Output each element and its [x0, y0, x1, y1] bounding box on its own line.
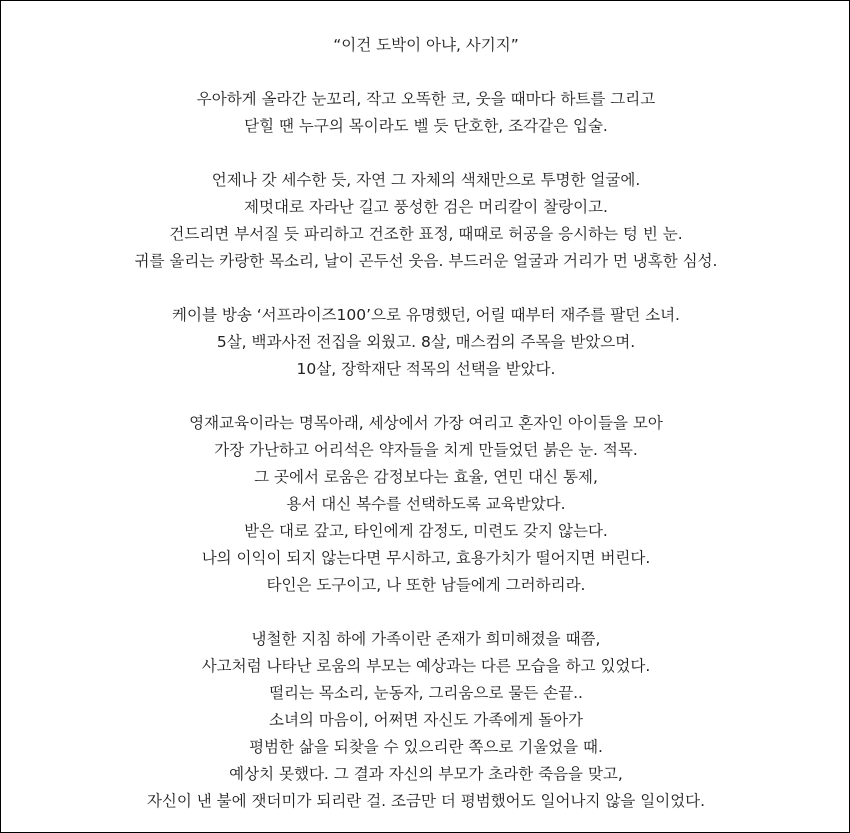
text-line: 소녀의 마음이, 어쩌면 자신도 가족에게 돌아가	[268, 711, 584, 729]
text-line: 평범한 삶을 되찾을 수 있으리란 쪽으로 기울었을 때.	[249, 738, 603, 756]
text-line: 우아하게 올라간 눈꼬리, 작고 오똑한 코, 웃을 때마다 하트를 그리고	[196, 90, 656, 108]
text-line: 영재교육이라는 명목아래, 세상에서 가장 여리고 혼자인 아이들을 모아	[189, 414, 663, 432]
text-line: 사고처럼 나타난 로움의 부모는 예상과는 다른 모습을 하고 있었다.	[201, 657, 651, 675]
text-line: 5살, 백과사전 전집을 외웠고. 8살, 매스컴의 주목을 받았으며.	[216, 333, 636, 351]
title-quote: “이건 도박이 아냐, 사기지”	[333, 36, 519, 54]
text-line: 가장 가난하고 어리석은 약자들을 치게 만들었던 붉은 눈. 적목.	[214, 441, 638, 459]
text-line: 10살, 장학재단 적목의 선택을 받았다.	[296, 360, 556, 378]
text-line: 받은 대로 갚고, 타인에게 감정도, 미련도 갖지 않는다.	[244, 522, 608, 540]
text-line: 자신이 낸 불에 잿더미가 되리란 걸. 조금만 더 평범했어도 일어나지 않을 일이었다.	[146, 792, 706, 810]
text-line: 냉철한 지침 하에 가족이란 존재가 희미해졌을 때쯤,	[251, 630, 601, 648]
text-line: 언제나 갓 세수한 듯, 자연 그 자체의 색채만으로 투명한 얼굴에.	[211, 171, 641, 189]
text-body	[1, 32, 850, 815]
stanza-gap	[1, 599, 850, 626]
text-line: 제멋대로 자라난 길고 풍성한 검은 머리칼이 찰랑이고.	[244, 198, 608, 216]
text-line: 나의 이익이 되지 않는다면 무시하고, 효용가치가 떨어지면 버린다.	[201, 549, 651, 567]
stanza-gap	[1, 275, 850, 302]
text-line: 케이블 방송 ‘서프라이즈100’으로 유명했던, 어릴 때부터 재주를 팔던 소녀.	[172, 306, 680, 324]
text-line: 그 곳에서 로움은 감정보다는 효율, 연민 대신 통제,	[254, 468, 598, 486]
text-line: 타인은 도구이고, 나 또한 남들에게 그러하리라.	[266, 576, 586, 594]
stanza-gap	[1, 383, 850, 410]
text-line: 떨리는 목소리, 눈동자, 그리움으로 물든 손끝..	[269, 684, 583, 702]
text-line: 예상치 못했다. 그 결과 자신의 부모가 초라한 죽음을 맞고,	[229, 765, 623, 783]
text-line: 닫힐 땐 누구의 목이라도 벨 듯 단호한, 조각같은 입술.	[244, 117, 608, 135]
stanza-gap	[1, 140, 850, 167]
stanza-gap	[1, 59, 850, 86]
text-line: 건드리면 부서질 듯 파리하고 건조한 표정, 때때로 허공을 응시하는 텅 빈 눈.	[169, 225, 683, 243]
text-line: 용서 대신 복수를 선택하도록 교육받았다.	[286, 495, 566, 513]
text-line: 귀를 울리는 카랑한 목소리, 날이 곤두선 웃음. 부드러운 얼굴과 거리가 먼 냉혹한 심성.	[134, 252, 718, 270]
